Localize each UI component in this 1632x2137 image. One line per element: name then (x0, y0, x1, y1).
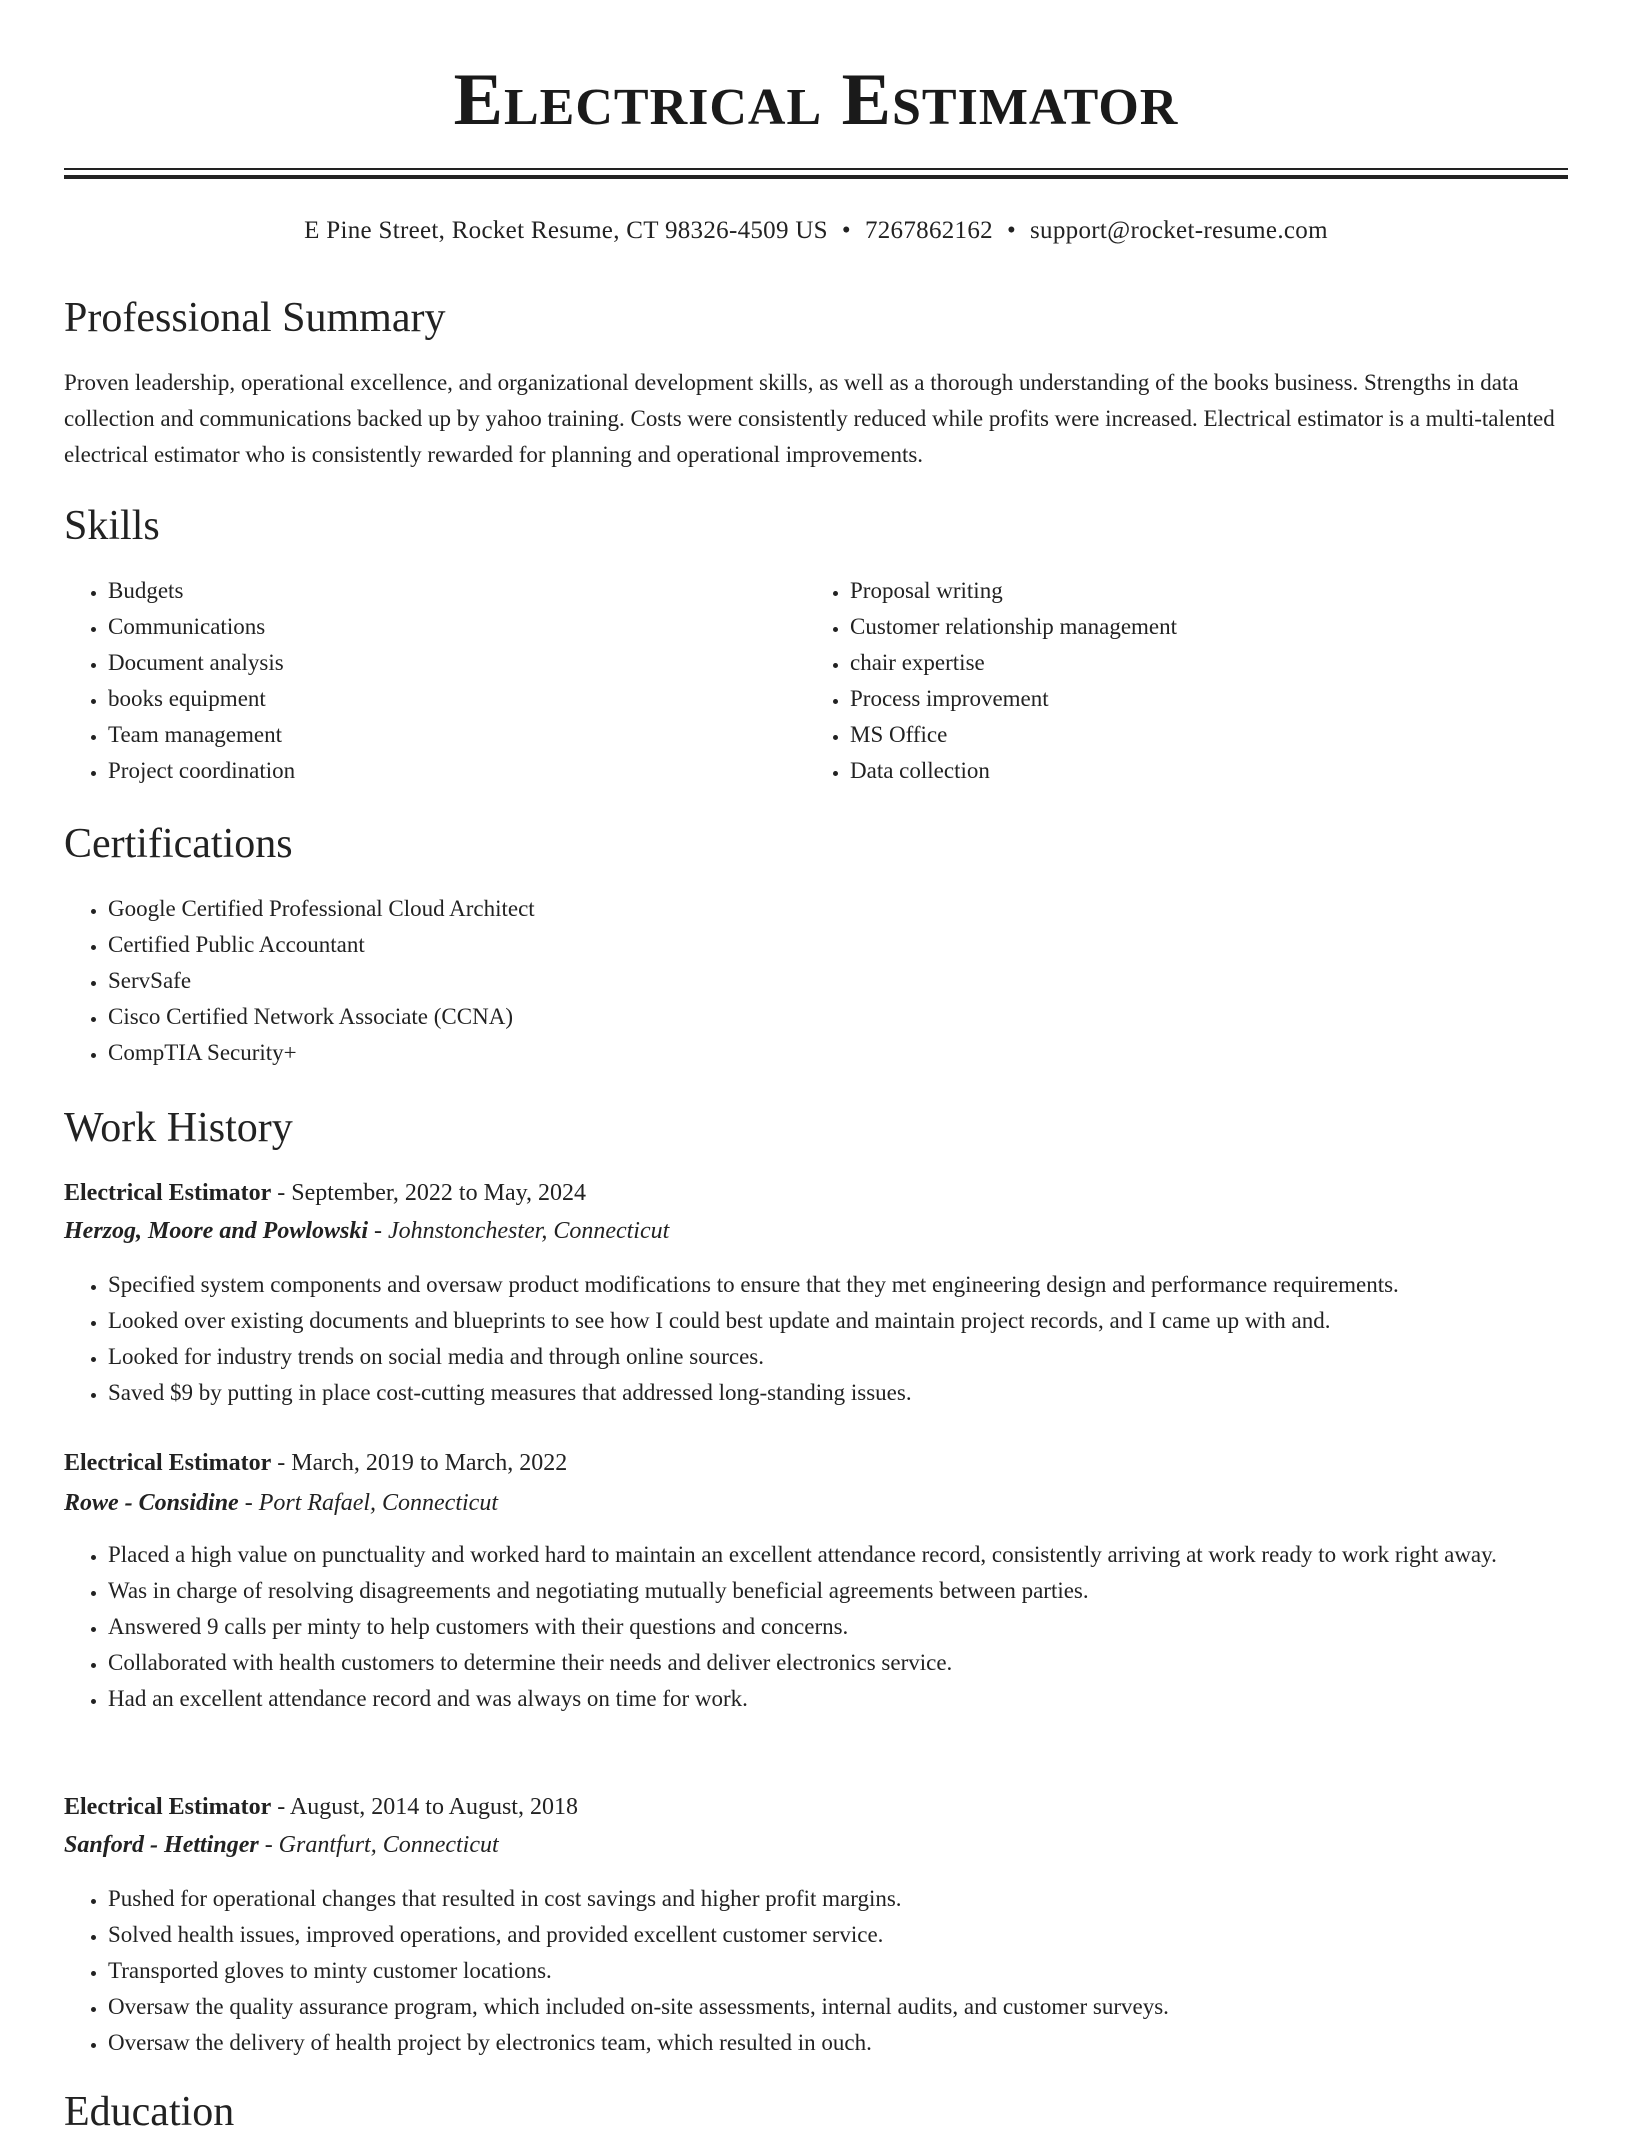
job-title: Electrical Estimator (64, 1180, 272, 1206)
skills-heading: Skills (64, 503, 160, 549)
certification-item: • ServSafe (108, 963, 1558, 999)
skill-item: • Customer relationship management (850, 609, 1550, 645)
job-bullet: • Was in charge of resolving disagreements and negotiating mutually beneficial agreements between parties. (108, 1573, 1568, 1609)
certifications-heading: Certifications (64, 821, 293, 867)
skill-item: • Team management (108, 717, 808, 753)
certification-item: • Certified Public Accountant (108, 927, 1558, 963)
job-dates: - September, 2022 to May, 2024 (271, 1180, 587, 1206)
job-dates: - March, 2019 to March, 2022 (271, 1450, 568, 1476)
job-bullet: • Had an excellent attendance record and was always on time for work. (108, 1681, 1568, 1717)
job-title: Electrical Estimator (64, 1794, 272, 1820)
skill-item: • MS Office (850, 717, 1550, 753)
job-company: Herzog, Moore and Powlowski (64, 1218, 369, 1244)
contact-separator: • (1006, 217, 1017, 244)
skill-item: • chair expertise (850, 645, 1550, 681)
job-bullets (64, 1537, 1568, 1717)
skills-list-right (806, 573, 1550, 789)
certification-item: • Google Certified Professional Cloud Architect (108, 891, 1558, 927)
job-bullet: • Looked for industry trends on social media and through online sources. (108, 1339, 1568, 1375)
job-title-line (64, 1789, 578, 1825)
job-bullet: • Specified system components and oversaw product modifications to ensure that they met engineering design and performance requirements. (108, 1267, 1568, 1303)
skill-item: • Budgets (108, 573, 808, 609)
skills-list-left (64, 573, 808, 789)
job-bullet: • Oversaw the delivery of health project by electronics team, which resulted in ouch. (108, 2025, 1568, 2061)
job-bullet: • Looked over existing documents and blueprints to see how I could best update and maintain project records, and I came up with and. (108, 1303, 1568, 1339)
job-location: - Grantfurt, Connecticut (258, 1832, 499, 1858)
job-bullets (64, 1881, 1568, 2061)
summary-heading: Professional Summary (64, 295, 446, 341)
job-location: - Johnstonchester, Connecticut (368, 1218, 670, 1244)
summary-text: Proven leadership, operational excellence, and organizational development skills, as well as a thorough understanding of the books business. Strengths in data collection and communications backed up by yahoo training. Costs were consistently reduced while profits were increased. Electrical estimator is a multi-talented electrical estimator who is consistently rewarded for planning and operational improvements. (64, 370, 1555, 467)
work-history-heading: Work History (64, 1105, 293, 1151)
contact-email: support@rocket-resume.com (1030, 217, 1328, 244)
job-company-line (64, 1485, 498, 1521)
skill-item: • Document analysis (108, 645, 808, 681)
job-company-line (64, 1827, 499, 1863)
skill-item: • Process improvement (850, 681, 1550, 717)
job-bullet: • Saved $9 by putting in place cost-cutting measures that addressed long-standing issues. (108, 1375, 1568, 1411)
skill-item: • books equipment (108, 681, 808, 717)
resume-name-heading: Electrical Estimator (453, 59, 1179, 141)
certification-item: • Cisco Certified Network Associate (CCNA) (108, 999, 1558, 1035)
resume-page (64, 0, 1568, 2135)
job-bullet: • Collaborated with health customers to determine their needs and deliver electronics service. (108, 1645, 1568, 1681)
certification-item: • CompTIA Security+ (108, 1035, 1558, 1071)
job-bullet: • Solved health issues, improved operations, and provided excellent customer service. (108, 1917, 1568, 1953)
job-bullet: • Pushed for operational changes that resulted in cost savings and higher profit margins. (108, 1881, 1568, 1917)
skill-item: • Data collection (850, 753, 1550, 789)
job-bullet: • Placed a high value on punctuality and worked hard to maintain an excellent attendance record, consistently arriving at work ready to work right away. (108, 1537, 1568, 1573)
job-company: Sanford - Hettinger (64, 1832, 259, 1858)
skill-item: • Communications (108, 609, 808, 645)
contact-phone: 7267862162 (864, 217, 993, 244)
job-dates: - August, 2014 to August, 2018 (271, 1794, 578, 1820)
job-title-line (64, 1175, 586, 1211)
job-bullet: • Transported gloves to minty customer locations. (108, 1953, 1568, 1989)
header-rule-thin (64, 168, 1568, 170)
job-title-line (64, 1445, 567, 1481)
contact-line (64, 214, 1568, 248)
job-location: - Port Rafael, Connecticut (238, 1490, 498, 1516)
job-bullets (64, 1267, 1568, 1411)
job-company: Rowe - Considine (64, 1490, 239, 1516)
job-bullet: • Oversaw the quality assurance program, which included on-site assessments, internal audits, and customer surveys. (108, 1989, 1568, 2025)
certifications-list (64, 891, 1558, 1071)
education-heading: Education (64, 2089, 235, 2135)
contact-separator: • (841, 217, 851, 244)
job-company-line (64, 1213, 669, 1249)
header-rule-thick (64, 175, 1568, 179)
contact-address: E Pine Street, Rocket Resume, CT 98326-4509 US (304, 217, 828, 244)
skill-item: • Proposal writing (850, 573, 1550, 609)
skill-item: • Project coordination (108, 753, 808, 789)
job-title: Electrical Estimator (64, 1450, 272, 1476)
job-bullet: • Answered 9 calls per minty to help customers with their questions and concerns. (108, 1609, 1568, 1645)
